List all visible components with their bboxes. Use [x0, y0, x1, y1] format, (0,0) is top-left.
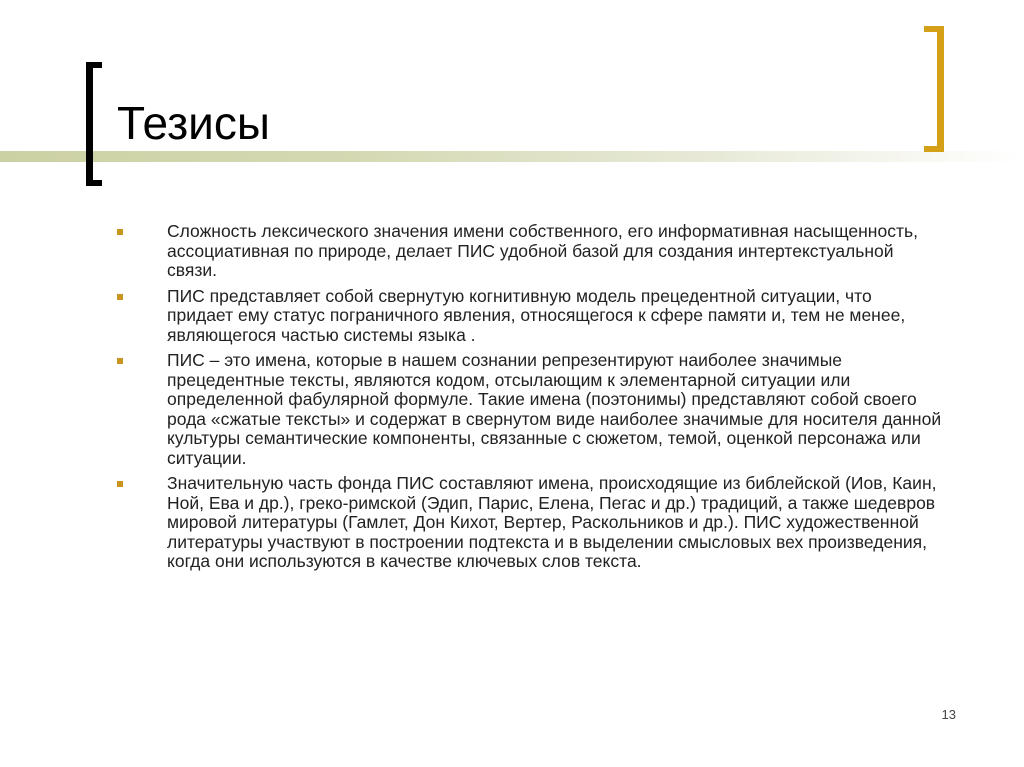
- bullet-text: Значительную часть фонда ПИС составляют имена, происходящие из библейской (Иов, Каин, Ной, Ева и др.), греко-римской (Эдип, Парис, Елена, Пегас и др.) традиций, а также шедевров мировой литературы (Гамлет, Дон Кихот, Вертер, Раскольников и др.). ПИС художественной литературы участвуют в построении подтекста и в выделении смысловых вех произведения, когда они используются в качестве ключевых слов текста.: [167, 473, 937, 571]
- square-bullet-icon: [117, 229, 123, 235]
- square-bullet-icon: [117, 294, 123, 300]
- bullet-text: ПИС – это имена, которые в нашем сознании репрезентируют наиболее значимые прецедентные тексты, являются кодом, отсылающим к элементарной ситуации или определенной фабулярной формуле. Такие имена (поэтонимы) представляют собой своего рода «сжатые тексты» и содержат в свернутом виде наиболее значимые для носителя данной культуры семантические компоненты, связанные с сюжетом, темой, оценкой персонажа или ситуации.: [167, 350, 942, 468]
- square-bullet-icon: [117, 358, 123, 364]
- bullet-text: ПИС представляет собой свернутую когнитивную модель прецедентной ситуации, что придает ему статус пограничного явления, относящегося к сфере памяти и, тем не менее, являющегося частью системы языка .: [167, 285, 906, 345]
- bullet-item: [112, 351, 942, 468]
- bullet-item: [112, 474, 942, 572]
- bullet-item: [112, 287, 942, 346]
- bullet-item: [112, 222, 942, 281]
- bullet-text: Сложность лексического значения имени собственного, его информативная насыщенность, ассоциативная по природе, делает ПИС удобной базой для создания интертекстуальной связи.: [167, 221, 918, 280]
- right-bracket-decoration: [924, 26, 944, 152]
- slide-title: Тезисы: [117, 97, 270, 149]
- title-stripe: [0, 151, 1024, 162]
- page-number: 13: [941, 707, 956, 722]
- bullet-list: [112, 222, 942, 578]
- square-bullet-icon: [117, 481, 123, 487]
- left-bracket-decoration: [86, 62, 102, 186]
